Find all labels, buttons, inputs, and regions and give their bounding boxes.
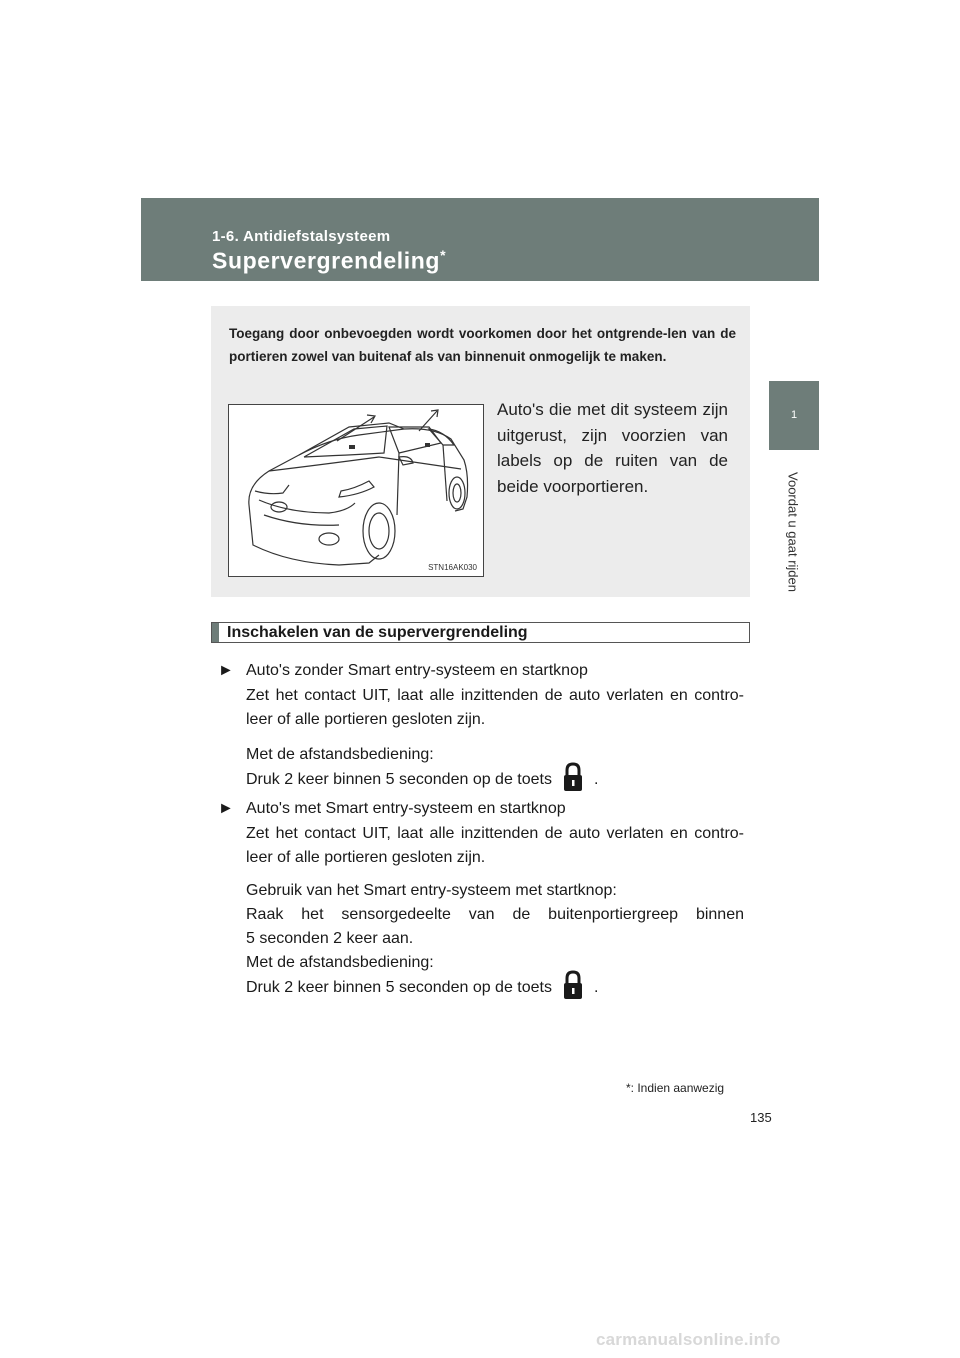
bullet-icon: ►: [218, 800, 234, 817]
page-title: [212, 247, 446, 275]
chapter-number: 1: [790, 409, 798, 421]
item-2-paragraph: Zet het contact UIT, laat alle inzittenden de auto verlaten en contro-leer of alle portieren gesloten zijn.: [246, 825, 744, 866]
watermark: carmanualsonline.info: [596, 1330, 781, 1349]
item-2-remote-end: .: [593, 979, 599, 997]
heading-accent-bar: [212, 623, 219, 642]
lock-icon: [560, 969, 586, 1001]
section-label: 1-6. Antidiefstalsysteem: [212, 228, 391, 245]
chapter-title: Voordat u gaat rijden: [785, 472, 801, 592]
page-number: 135: [750, 1110, 772, 1125]
item-2-title: Auto's met Smart entry-systeem en startknop: [246, 800, 566, 817]
section-heading: [211, 622, 750, 643]
item-1-remote-action: Druk 2 keer binnen 5 seconden op de toets: [246, 771, 552, 789]
item-2-smart-label: Gebruik van het Smart entry-systeem met startknop:: [246, 882, 617, 899]
item-2-smart-action-line2: 5 seconden 2 keer aan.: [246, 930, 414, 947]
item-1-remote-line: [246, 767, 744, 793]
page-header: [141, 198, 819, 281]
illustration-code: STN16AK030: [428, 563, 477, 572]
item-2-smart-action-line1: Raak het sensorgedeelte van de buitenportiergreep binnen: [246, 906, 744, 923]
item-2-remote-label: Met de afstandsbediening:: [246, 954, 434, 971]
lock-icon: [560, 761, 586, 793]
section-heading-text: Inschakelen van de supervergrendeling: [227, 624, 528, 641]
intro-box: [211, 306, 750, 597]
item-2-remote-action: Druk 2 keer binnen 5 seconden op de toets: [246, 979, 552, 997]
page-title-text: Supervergrendeling: [212, 247, 441, 274]
intro-summary: Toegang door onbevoegden wordt voorkomen door het ontgrende-len van de portieren zowel van buitenaf als van binnenuit onmogelijk te maken.: [229, 326, 736, 364]
title-footnote-mark: *: [440, 247, 447, 263]
footnote-text: : Indien aanwezig: [630, 1081, 725, 1095]
item-1-title: Auto's zonder Smart entry-systeem en startknop: [246, 662, 588, 679]
car-drawing: [229, 405, 483, 576]
intro-description: Auto's die met dit systeem zijn uitgerust, zijn voorzien van labels op de ruiten van de beide voorportieren.: [497, 400, 728, 496]
item-1-paragraph: Zet het contact UIT, laat alle inzittenden de auto verlaten en contro-leer of alle portieren gesloten zijn.: [246, 687, 744, 728]
item-2-remote-line: [246, 975, 744, 1001]
car-illustration: [228, 404, 484, 577]
item-1-remote-end: .: [593, 771, 599, 789]
item-1-remote-label: Met de afstandsbediening:: [246, 746, 434, 763]
bullet-icon: ►: [218, 662, 234, 679]
footnote: [626, 1081, 724, 1095]
footnote-mark: *: [626, 1081, 631, 1095]
chapter-tab: [769, 381, 819, 450]
